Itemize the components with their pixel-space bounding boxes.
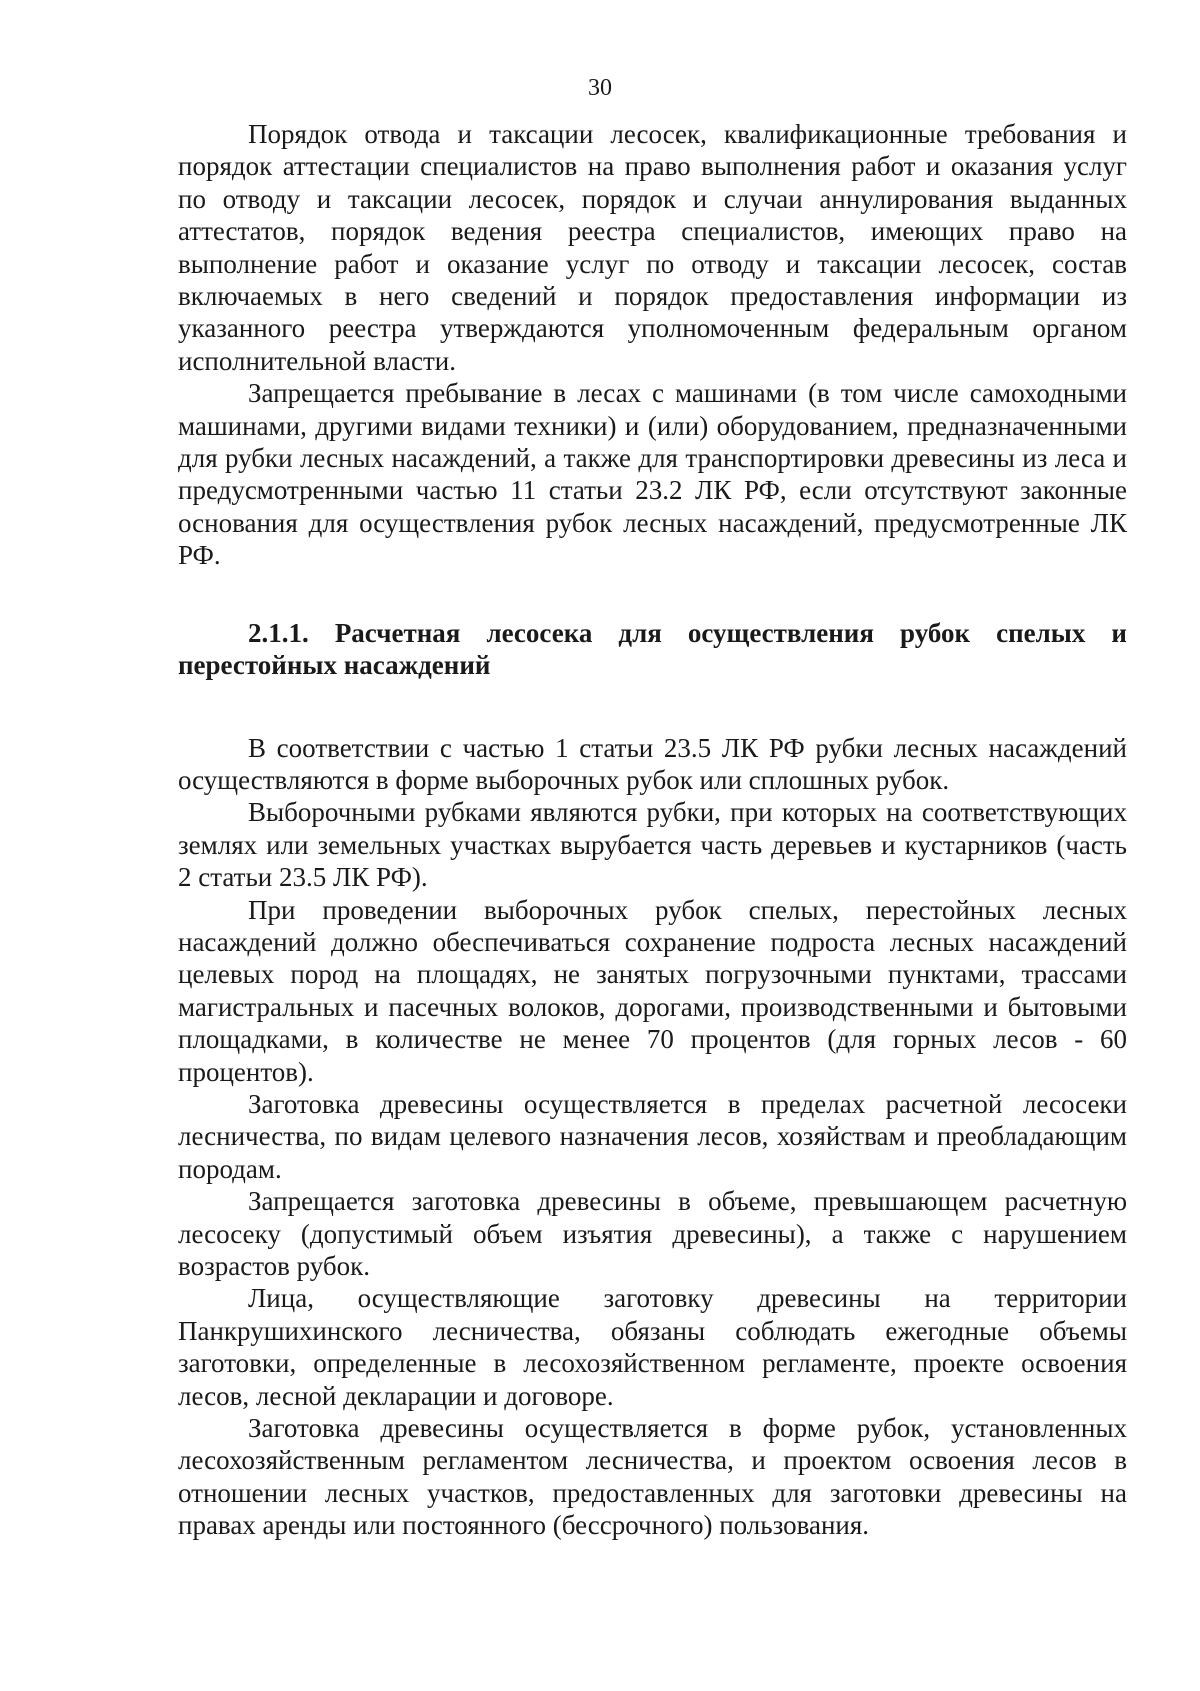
paragraph-felling-forms-lease: Заготовка древесины осуществляется в форме рубок, установленных лесохозяйственным регламентом лесничества, и проектом освоения лесов в отношении лесных участков, предоставленных для заготовки древесины на правах аренды или постоянного (бессрочного) пользования.: [178, 1413, 1127, 1541]
paragraph-machinery-prohibition: Запрещается пребывание в лесах с машинами (в том числе самоходными машинами, другими видами техники) и (или) оборудованием, предназначенными для рубки лесных насаждений, а также для транспортировки древесины из леса и предусмотренными частью 11 статьи 23.2 ЛК РФ, если отсутствуют законные основания для осуществления рубок лесных насаждений, предусмотренные ЛК РФ.: [178, 378, 1127, 571]
page-number: 30: [588, 75, 612, 101]
paragraph-undergrowth-preservation: При проведении выборочных рубок спелых, перестойных лесных насаждений должно обеспечиваться сохранение подроста лесных насаждений целевых пород на площадях, не занятых погрузочными пунктами, трассами магистральных и пасечных волоков, дорогами, производственными и бытовыми площадками, в количестве не менее 70 процентов (для горных лесов - 60 процентов).: [178, 894, 1127, 1087]
section-heading: 2.1.1. Расчетная лесосека для осуществления рубок спелых и перестойных насаждений: [178, 617, 1127, 681]
page-body: [178, 118, 1127, 1542]
paragraph-selective-felling: Выборочными рубками являются рубки, при которых на соответствующих землях или земельных участках вырубается часть деревьев и кустарников (часть 2 статьи 23.5 ЛК РФ).: [178, 797, 1127, 893]
paragraph-felling-forms: В соответствии с частью 1 статьи 23.5 ЛК РФ рубки лесных насаждений осуществляются в форме выборочных рубок или сплошных рубок.: [178, 732, 1127, 795]
paragraph-harvester-obligations: Лица, осуществляющие заготовку древесины на территории Панкрушихинского лесничества, обязаны соблюдать ежегодные объемы заготовки, определенные в лесохозяйственном регламенте, проекте освоения лесов, лесной декларации и договоре.: [178, 1283, 1127, 1411]
paragraph-harvest-limits: Заготовка древесины осуществляется в пределах расчетной лесосеки лесничества, по видам целевого назначения лесов, хозяйствам и преобладающим породам.: [178, 1088, 1127, 1184]
paragraph-certification-procedure: Порядок отвода и таксации лесосек, квалификационные требования и порядок аттестации специалистов на право выполнения работ и оказания услуг по отводу и таксации лесосек, порядок и случаи аннулирования выданных аттестатов, порядок ведения реестра специалистов, имеющих право на выполнение работ и оказание услуг по отводу и таксации лесосек, состав включаемых в него сведений и порядок предоставления информации из указанного реестра утверждаются уполномоченным федеральным органом исполнительной власти.: [178, 119, 1127, 376]
paragraph-overharvest-prohibition: Запрещается заготовка древесины в объеме, превышающем расчетную лесосеку (допустимый объем изъятия древесины), а также с нарушением возрастов рубок.: [178, 1186, 1127, 1281]
